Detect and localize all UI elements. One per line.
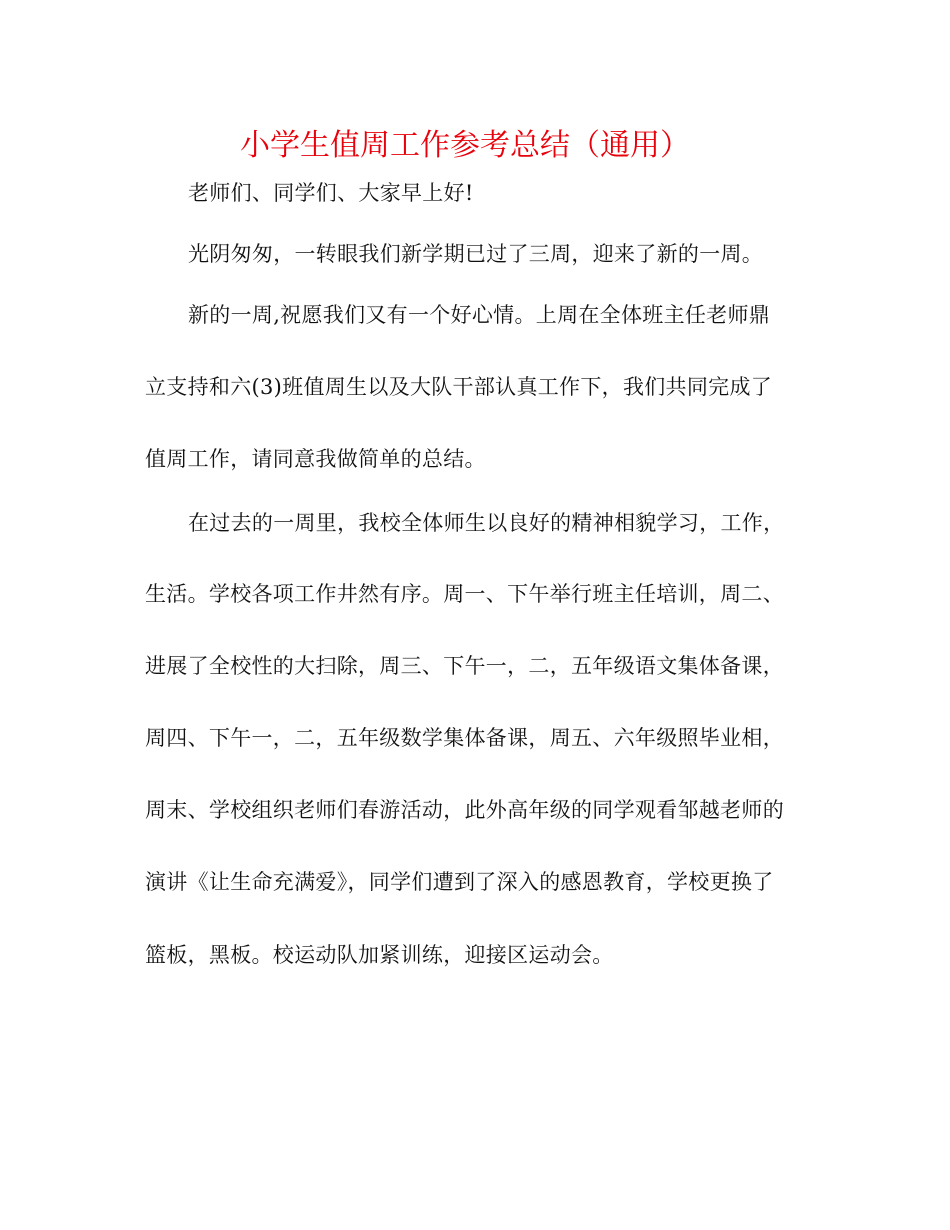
paragraph-line: 立支持和六(3)班值周生以及大队干部认真工作下，我们共同完成了	[145, 375, 773, 399]
paragraph-line: 演讲《让生命充满爱》，同学们遭到了深入的感恩教育，学校更换了	[145, 870, 774, 894]
paragraph-line: 在过去的一周里，我校全体师生以良好的精神相貌学习，工作，	[188, 511, 785, 535]
paragraph-line: 进展了全校性的大扫除，周三、下午一，二，五年级语文集体备课，	[145, 654, 784, 678]
document-title: 小学生值周工作参考总结（通用）	[240, 128, 690, 163]
paragraph-line: 篮板，黑板。校运动队加紧训练，迎接区运动会。	[145, 943, 614, 967]
paragraph-line: 新的一周,祝愿我们又有一个好心情。上周在全体班主任老师鼎	[188, 303, 771, 327]
paragraph-greeting: 老师们、同学们、大家早上好!	[188, 181, 474, 205]
paragraph-line: 周末、学校组织老师们春游活动，此外高年级的同学观看邹越老师的	[145, 798, 784, 822]
paragraph-line: 光阴匆匆，一转眼我们新学期已过了三周，迎来了新的一周。	[188, 242, 764, 266]
paragraph-line: 生活。学校各项工作井然有序。周一、下午举行班主任培训，周二、	[145, 582, 784, 606]
paragraph-line: 值周工作，请同意我做简单的总结。	[145, 447, 486, 471]
paragraph-line: 周四、下午一，二，五年级数学集体备课，周五、六年级照毕业相，	[145, 726, 784, 750]
